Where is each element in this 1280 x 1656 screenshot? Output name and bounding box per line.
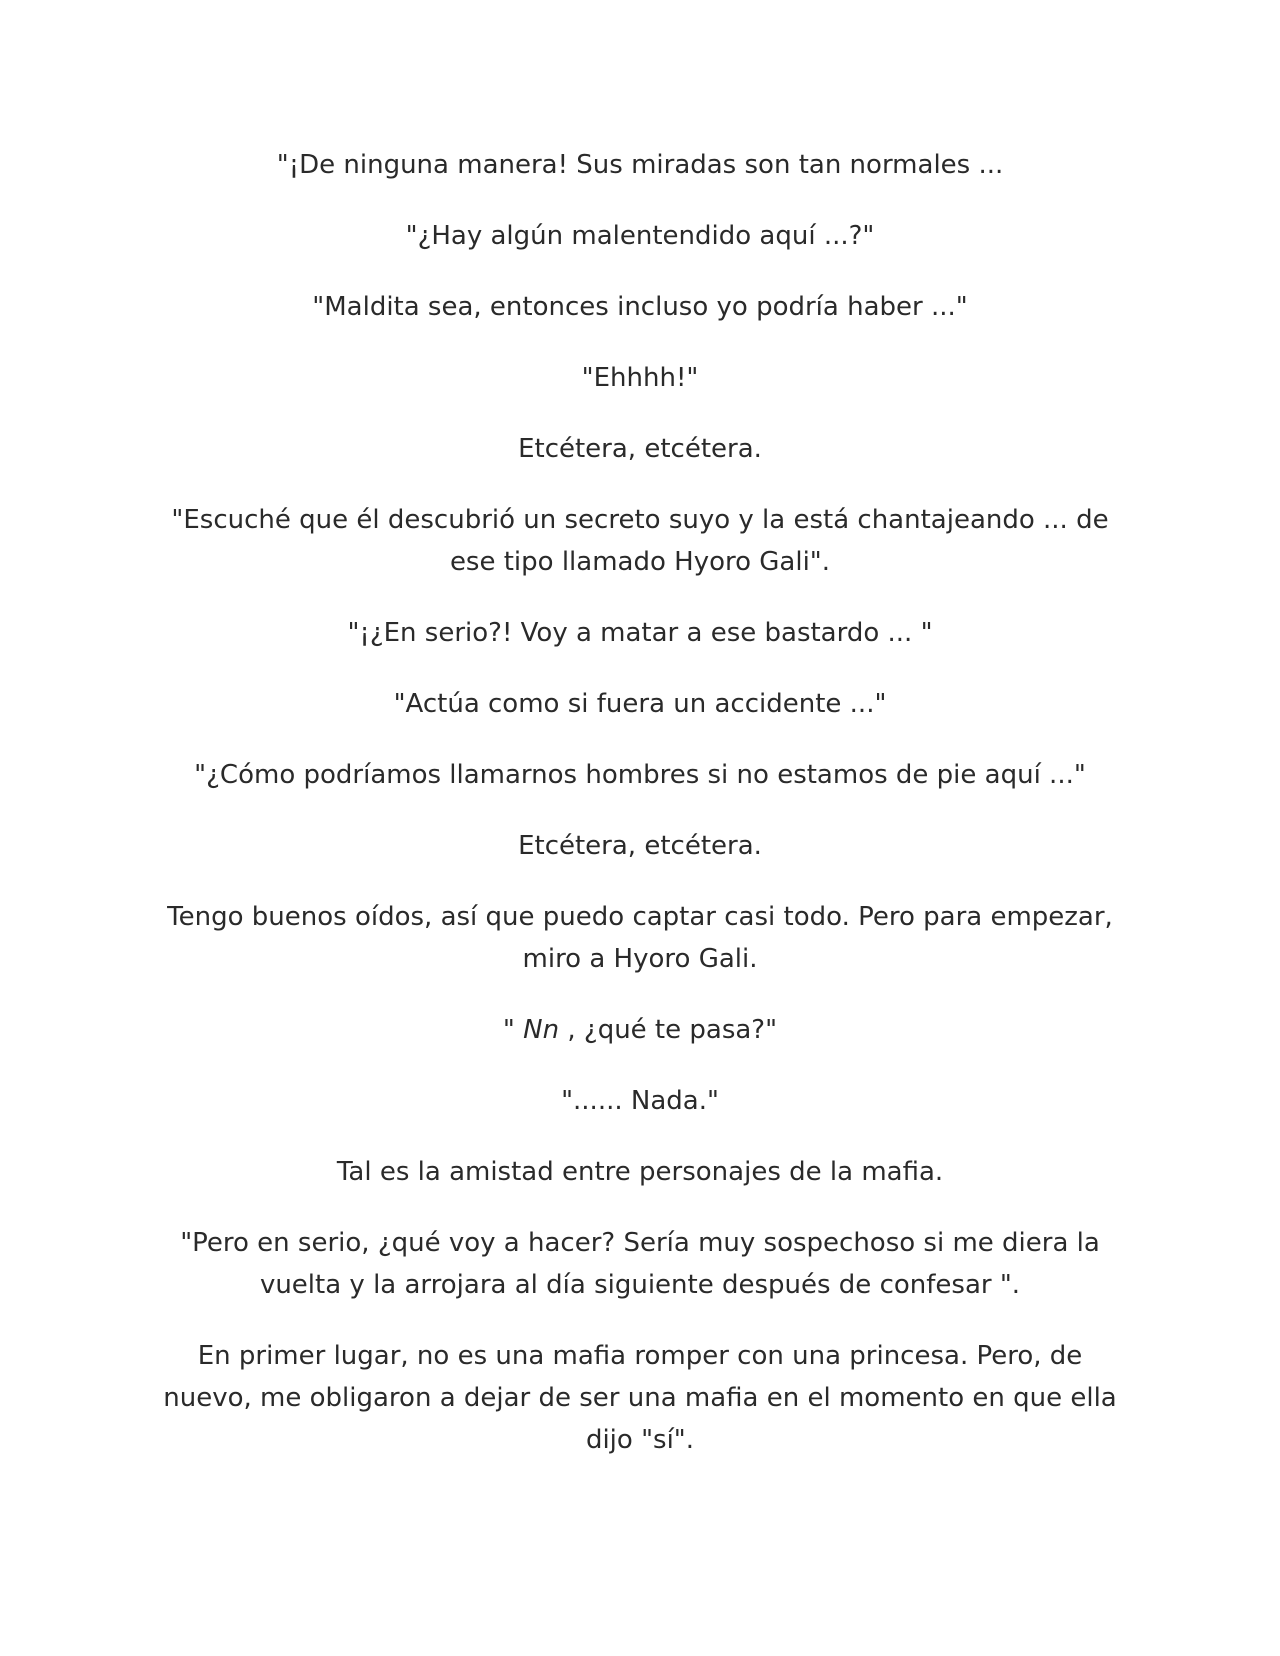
paragraph: Etcétera, etcétera. xyxy=(518,831,762,861)
paragraph: "¿Hay algún malentendido aquí ...?" xyxy=(405,221,875,251)
nn-rest: , ¿qué te pasa?" xyxy=(559,1015,778,1045)
nn-open-quote: " xyxy=(502,1015,524,1045)
text-column xyxy=(160,144,1120,1490)
paragraph: "Escuché que él descubrió un secreto suyo y la está chantajeando ... de ese tipo llamado Hyoro Gali". xyxy=(171,505,1109,577)
paragraph: En primer lugar, no es una mafia romper con una princesa. Pero, de nuevo, me obligaron a dejar de ser una mafia en el momento en que ella dijo "sí". xyxy=(163,1341,1117,1455)
paragraph: "...... Nada." xyxy=(561,1086,719,1116)
paragraph: "Pero en serio, ¿qué voy a hacer? Sería muy sospechoso si me diera la vuelta y la arrojara al día siguiente después de confesar ". xyxy=(180,1228,1100,1300)
paragraph: Tal es la amistad entre personajes de la mafia. xyxy=(336,1157,944,1187)
paragraph: "¡¿En serio?! Voy a matar a ese bastardo ... " xyxy=(347,618,933,648)
nn-italic: Nn xyxy=(523,1015,560,1045)
paragraph: "Ehhhh!" xyxy=(581,363,699,393)
paragraph: Tengo buenos oídos, así que puedo captar casi todo. Pero para empezar, miro a Hyoro Gali. xyxy=(167,902,1113,974)
paragraph-nn xyxy=(160,1009,1120,1051)
paragraph: "¿Cómo podríamos llamarnos hombres si no estamos de pie aquí ..." xyxy=(194,760,1086,790)
paragraph: Etcétera, etcétera. xyxy=(518,434,762,464)
paragraph: "Actúa como si fuera un accidente ..." xyxy=(393,689,887,719)
paragraph: "Maldita sea, entonces incluso yo podría haber ..." xyxy=(312,292,968,322)
paragraph: "¡De ninguna manera! Sus miradas son tan normales ... xyxy=(276,150,1004,180)
